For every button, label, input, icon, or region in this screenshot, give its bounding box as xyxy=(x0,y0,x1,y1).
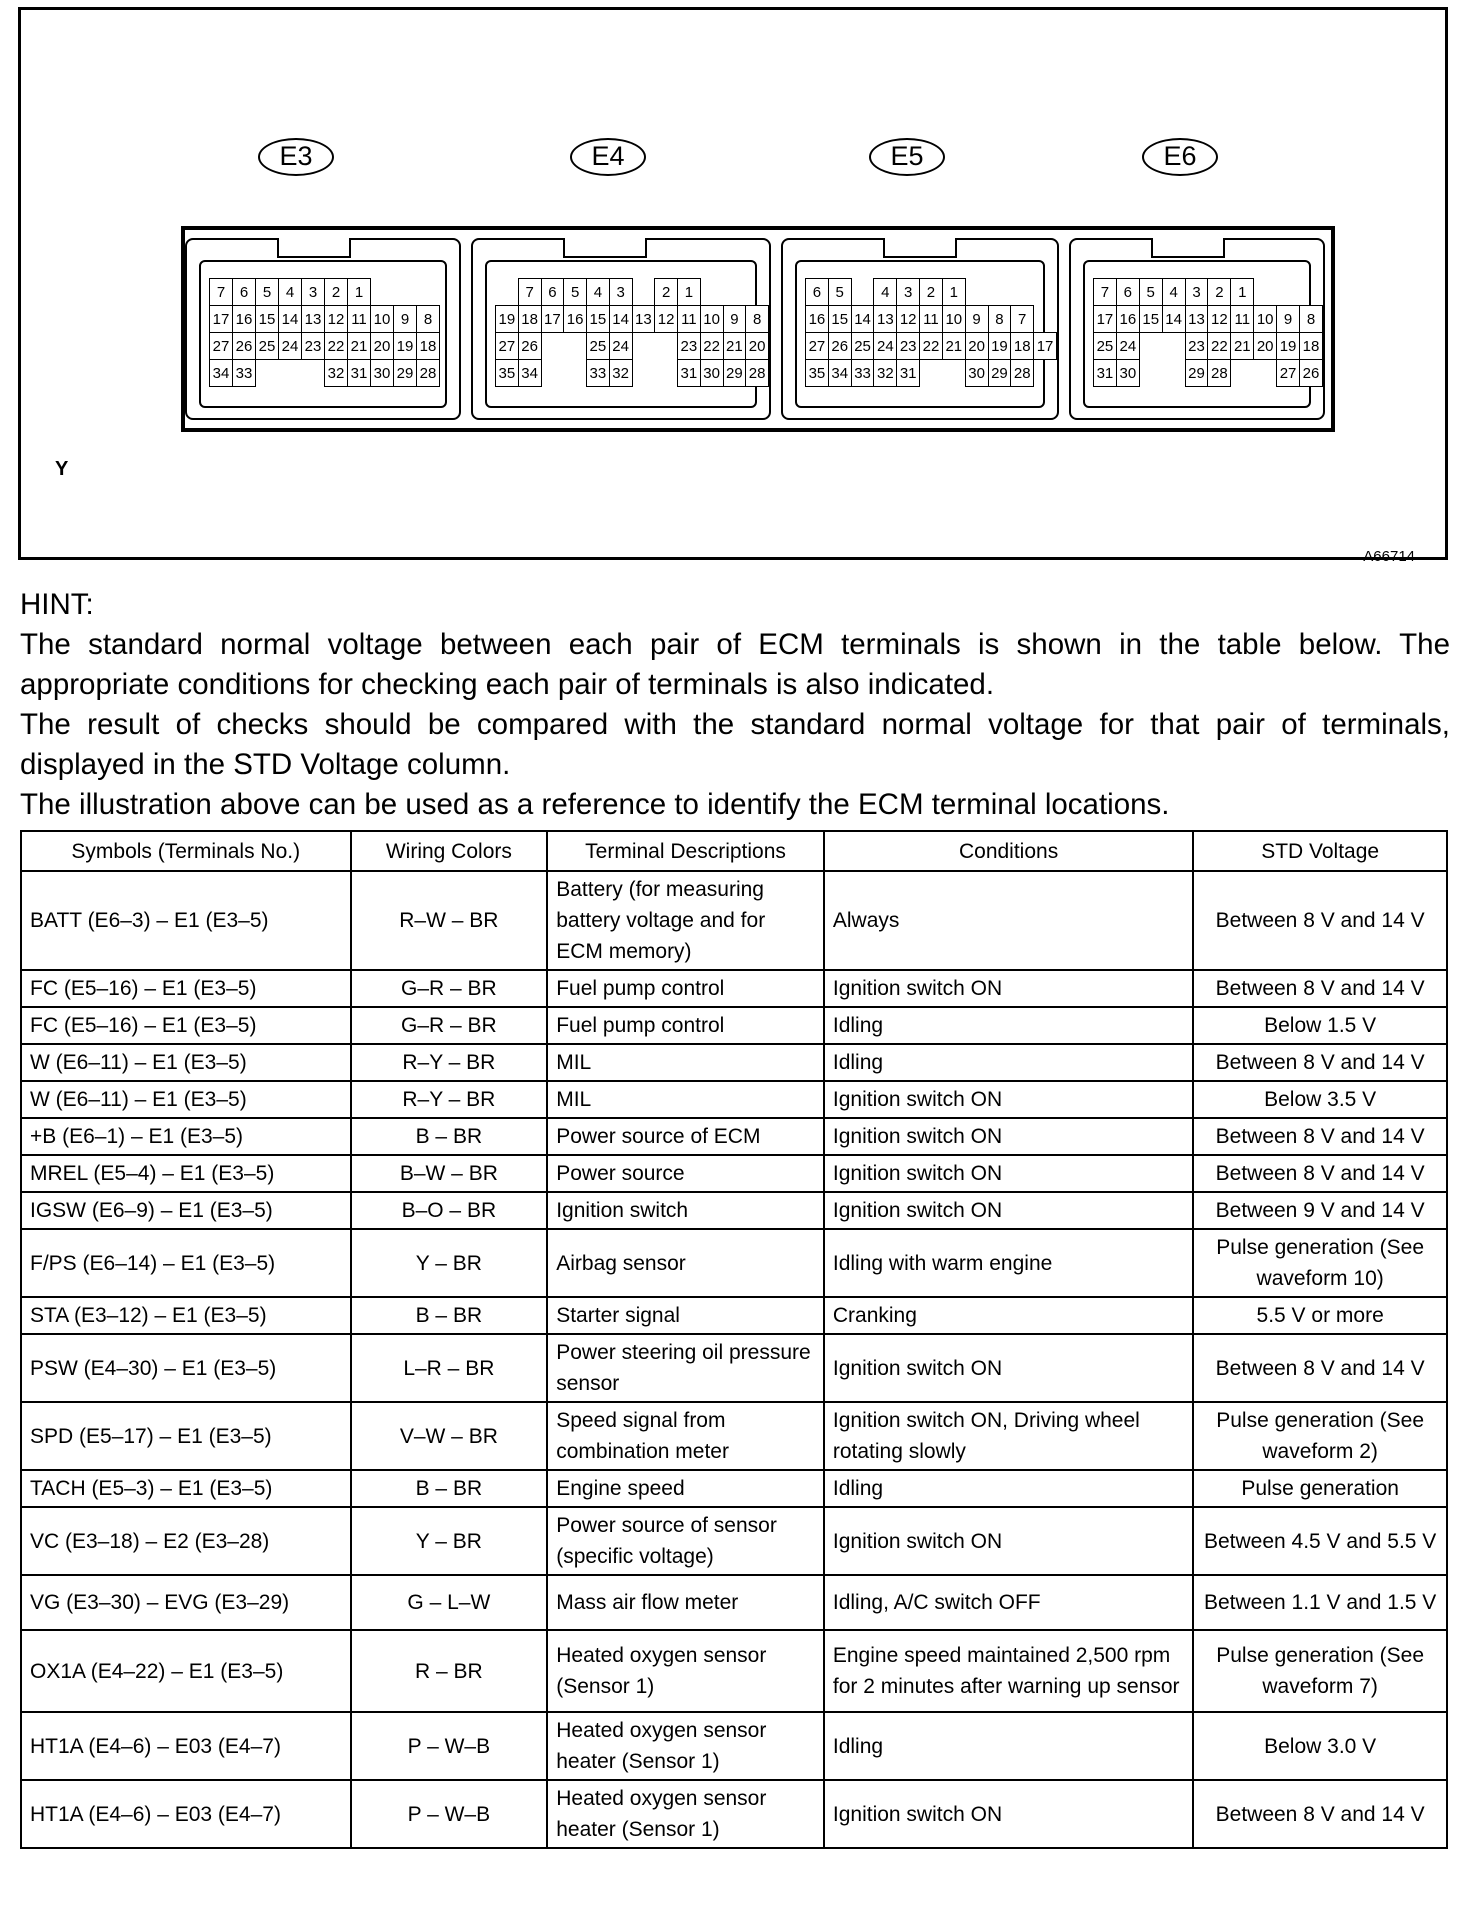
terminal-pin: 26 xyxy=(233,333,256,360)
connector-e4 xyxy=(471,238,771,420)
terminal-pin: 1 xyxy=(678,279,701,306)
connector-tag-e6: E6 xyxy=(1142,138,1218,176)
terminal-pin: 4 xyxy=(279,279,302,306)
table-row xyxy=(21,1118,1447,1155)
cell-symbol: MREL (E5–4) – E1 (E3–5) xyxy=(21,1155,351,1192)
terminal-pin: 15 xyxy=(1139,306,1162,333)
terminal-pin: 4 xyxy=(587,279,610,306)
ecm-connector-band xyxy=(181,226,1335,432)
cell-condition: Engine speed maintained 2,500 rpm for 2 minutes after warning up sensor xyxy=(824,1630,1193,1712)
terminal-pin: 33 xyxy=(851,360,874,387)
table-row xyxy=(21,1155,1447,1192)
terminal-pin: 26 xyxy=(518,333,541,360)
terminal-pin: 10 xyxy=(700,306,723,333)
cell-std-voltage: Below 1.5 V xyxy=(1193,1007,1447,1044)
terminal-pin: 19 xyxy=(394,333,417,360)
terminal-pin: 9 xyxy=(965,306,988,333)
cell-description: Fuel pump control xyxy=(547,970,824,1007)
cell-symbol: W (E6–11) – E1 (E3–5) xyxy=(21,1044,351,1081)
cell-symbol: PSW (E4–30) – E1 (E3–5) xyxy=(21,1334,351,1402)
terminal-pin: 2 xyxy=(920,279,943,306)
terminal-pin: 34 xyxy=(828,360,851,387)
cell-wiring-color: R–Y – BR xyxy=(351,1044,548,1081)
terminal-pin: 23 xyxy=(897,333,920,360)
cell-description: Starter signal xyxy=(547,1297,824,1334)
cell-symbol: VG (E3–30) – EVG (E3–29) xyxy=(21,1575,351,1630)
terminal-pin: 1 xyxy=(942,279,965,306)
terminal-pin: 18 xyxy=(1300,333,1323,360)
cell-wiring-color: R – BR xyxy=(351,1630,548,1712)
cell-wiring-color: B – BR xyxy=(351,1470,548,1507)
table-row xyxy=(21,1470,1447,1507)
cell-condition: Idling, A/C switch OFF xyxy=(824,1575,1193,1630)
terminal-pin: 13 xyxy=(632,306,655,333)
terminal-pin: 10 xyxy=(371,306,394,333)
cell-wiring-color: B – BR xyxy=(351,1297,548,1334)
terminal-pin: 14 xyxy=(609,306,632,333)
hint-paragraph-3: The illustration above can be used as a reference to identify the ECM terminal locations. xyxy=(20,788,1170,821)
cell-wiring-color: P – W–B xyxy=(351,1712,548,1780)
terminal-pin: 13 xyxy=(302,306,325,333)
terminal-pin: 15 xyxy=(256,306,279,333)
cell-condition: Idling xyxy=(824,1044,1193,1081)
table-row xyxy=(21,1007,1447,1044)
table-row xyxy=(21,1297,1447,1334)
cell-condition: Ignition switch ON xyxy=(824,1780,1193,1848)
cell-wiring-color: B–W – BR xyxy=(351,1155,548,1192)
terminal-pin: 31 xyxy=(1094,360,1117,387)
terminal-pin: 18 xyxy=(1011,333,1034,360)
terminal-pin: 20 xyxy=(746,333,769,360)
cell-description: Ignition switch xyxy=(547,1192,824,1229)
cell-wiring-color: G–R – BR xyxy=(351,1007,548,1044)
table-row xyxy=(21,871,1447,970)
terminal-pin: 28 xyxy=(1011,360,1034,387)
cell-std-voltage: Pulse generation xyxy=(1193,1470,1447,1507)
cell-symbol: IGSW (E6–9) – E1 (E3–5) xyxy=(21,1192,351,1229)
cell-description: Heated oxygen sensor (Sensor 1) xyxy=(547,1630,824,1712)
terminal-pin: 35 xyxy=(806,360,829,387)
terminal-pin: 24 xyxy=(1116,333,1139,360)
terminal-pin: 21 xyxy=(942,333,965,360)
terminal-pin: 1 xyxy=(1231,279,1254,306)
connector-tag-e3: E3 xyxy=(258,138,334,176)
ecm-connector-figure xyxy=(18,7,1448,565)
terminal-pin: 5 xyxy=(564,279,587,306)
terminal-pin: 12 xyxy=(325,306,348,333)
table-header-row xyxy=(21,831,1447,871)
cell-symbol: BATT (E6–3) – E1 (E3–5) xyxy=(21,871,351,970)
terminal-pin: 6 xyxy=(806,279,829,306)
terminal-pin: 34 xyxy=(518,360,541,387)
terminal-pin: 29 xyxy=(394,360,417,387)
terminal-pin: 29 xyxy=(723,360,746,387)
terminal-pin: 7 xyxy=(210,279,233,306)
cell-symbol: FC (E5–16) – E1 (E3–5) xyxy=(21,1007,351,1044)
cell-symbol: HT1A (E4–6) – E03 (E4–7) xyxy=(21,1712,351,1780)
terminal-pin: 23 xyxy=(302,333,325,360)
connector-e6 xyxy=(1069,238,1325,420)
terminal-pin: 10 xyxy=(942,306,965,333)
terminal-pin: 15 xyxy=(587,306,610,333)
cell-wiring-color: B–O – BR xyxy=(351,1192,548,1229)
cell-description: Speed signal from combination meter xyxy=(547,1402,824,1470)
terminal-pin: 10 xyxy=(1254,306,1277,333)
cell-description: Power source xyxy=(547,1155,824,1192)
cell-std-voltage: Between 8 V and 14 V xyxy=(1193,970,1447,1007)
terminal-pin: 21 xyxy=(1231,333,1254,360)
terminal-pin: 13 xyxy=(1185,306,1208,333)
cell-description: Power source of sensor (specific voltage) xyxy=(547,1507,824,1575)
terminal-pin: 29 xyxy=(988,360,1011,387)
terminal-pin: 33 xyxy=(233,360,256,387)
cell-symbol: W (E6–11) – E1 (E3–5) xyxy=(21,1081,351,1118)
terminal-pin: 17 xyxy=(1034,333,1057,360)
cell-wiring-color: R–Y – BR xyxy=(351,1081,548,1118)
cell-symbol: FC (E5–16) – E1 (E3–5) xyxy=(21,970,351,1007)
terminal-pin: 2 xyxy=(1208,279,1231,306)
cell-wiring-color: P – W–B xyxy=(351,1780,548,1848)
cell-condition: Idling xyxy=(824,1470,1193,1507)
cell-description: Power source of ECM xyxy=(547,1118,824,1155)
header-symbols: Symbols (Terminals No.) xyxy=(21,831,351,871)
cell-condition: Ignition switch ON xyxy=(824,1334,1193,1402)
connector-e5 xyxy=(781,238,1059,420)
terminal-pin: 20 xyxy=(965,333,988,360)
cell-description: Fuel pump control xyxy=(547,1007,824,1044)
terminal-pin: 4 xyxy=(1162,279,1185,306)
cell-description: MIL xyxy=(547,1044,824,1081)
table-row xyxy=(21,1712,1447,1780)
terminal-pin: 12 xyxy=(1208,306,1231,333)
cell-std-voltage: Between 8 V and 14 V xyxy=(1193,1780,1447,1848)
table-row xyxy=(21,1229,1447,1297)
pin-grid xyxy=(209,278,440,387)
terminal-pin: 1 xyxy=(348,279,371,306)
terminal-pin: 31 xyxy=(897,360,920,387)
terminal-pin: 22 xyxy=(700,333,723,360)
cell-symbol: STA (E3–12) – E1 (E3–5) xyxy=(21,1297,351,1334)
hint-section xyxy=(20,585,1450,825)
cell-std-voltage: Between 9 V and 14 V xyxy=(1193,1192,1447,1229)
terminal-pin: 9 xyxy=(723,306,746,333)
terminal-pin: 29 xyxy=(1185,360,1208,387)
table-row xyxy=(21,1044,1447,1081)
terminal-pin: 3 xyxy=(1185,279,1208,306)
side-label: Y xyxy=(55,458,69,480)
cell-symbol: VC (E3–18) – E2 (E3–28) xyxy=(21,1507,351,1575)
terminal-pin: 17 xyxy=(210,306,233,333)
cell-wiring-color: G – L–W xyxy=(351,1575,548,1630)
terminal-pin: 5 xyxy=(256,279,279,306)
terminal-pin: 7 xyxy=(1094,279,1117,306)
cell-wiring-color: V–W – BR xyxy=(351,1402,548,1470)
terminal-pin: 5 xyxy=(828,279,851,306)
cell-description: Heated oxygen sensor heater (Sensor 1) xyxy=(547,1712,824,1780)
cell-std-voltage: Between 8 V and 14 V xyxy=(1193,1118,1447,1155)
terminal-pin: 8 xyxy=(1300,306,1323,333)
terminal-pin: 17 xyxy=(541,306,564,333)
terminal-pin: 14 xyxy=(279,306,302,333)
cell-symbol: OX1A (E4–22) – E1 (E3–5) xyxy=(21,1630,351,1712)
terminal-pin: 30 xyxy=(965,360,988,387)
header-conditions: Conditions xyxy=(824,831,1193,871)
cell-std-voltage: 5.5 V or more xyxy=(1193,1297,1447,1334)
terminal-pin: 17 xyxy=(1094,306,1117,333)
table-row xyxy=(21,1192,1447,1229)
cell-std-voltage: Pulse generation (See waveform 10) xyxy=(1193,1229,1447,1297)
cell-condition: Always xyxy=(824,871,1193,970)
terminal-pin: 16 xyxy=(1116,306,1139,333)
pin-grid xyxy=(1093,278,1323,387)
terminal-pin: 25 xyxy=(256,333,279,360)
cell-std-voltage: Below 3.5 V xyxy=(1193,1081,1447,1118)
pin-grid xyxy=(495,278,769,387)
terminal-pin: 27 xyxy=(806,333,829,360)
terminal-pin: 19 xyxy=(988,333,1011,360)
cell-description: Power steering oil pressure sensor xyxy=(547,1334,824,1402)
cell-wiring-color: L–R – BR xyxy=(351,1334,548,1402)
terminal-pin: 2 xyxy=(655,279,678,306)
cell-std-voltage: Between 1.1 V and 1.5 V xyxy=(1193,1575,1447,1630)
terminal-pin: 32 xyxy=(874,360,897,387)
cell-condition: Idling with warm engine xyxy=(824,1229,1193,1297)
terminal-pin: 8 xyxy=(988,306,1011,333)
terminal-pin: 11 xyxy=(1231,306,1254,333)
terminal-pin: 7 xyxy=(518,279,541,306)
terminal-pin: 7 xyxy=(1011,306,1034,333)
cell-std-voltage: Between 8 V and 14 V xyxy=(1193,871,1447,970)
terminal-pin: 27 xyxy=(210,333,233,360)
terminal-pin: 15 xyxy=(828,306,851,333)
terminal-pin: 22 xyxy=(1208,333,1231,360)
terminal-pin: 16 xyxy=(233,306,256,333)
cell-wiring-color: Y – BR xyxy=(351,1229,548,1297)
cell-condition: Ignition switch ON, Driving wheel rotating slowly xyxy=(824,1402,1193,1470)
cell-std-voltage: Between 8 V and 14 V xyxy=(1193,1334,1447,1402)
terminal-pin: 24 xyxy=(609,333,632,360)
cell-wiring-color: B – BR xyxy=(351,1118,548,1155)
terminal-pin: 30 xyxy=(700,360,723,387)
terminal-pin: 14 xyxy=(1162,306,1185,333)
cell-std-voltage: Between 8 V and 14 V xyxy=(1193,1044,1447,1081)
cell-std-voltage: Between 8 V and 14 V xyxy=(1193,1155,1447,1192)
cell-symbol: TACH (E5–3) – E1 (E3–5) xyxy=(21,1470,351,1507)
terminal-pin: 3 xyxy=(609,279,632,306)
terminal-pin: 4 xyxy=(874,279,897,306)
cell-symbol: +B (E6–1) – E1 (E3–5) xyxy=(21,1118,351,1155)
terminal-pin: 6 xyxy=(541,279,564,306)
table-row xyxy=(21,1334,1447,1402)
terminal-pin: 12 xyxy=(897,306,920,333)
table-row xyxy=(21,1081,1447,1118)
cell-condition: Idling xyxy=(824,1007,1193,1044)
terminal-pin: 32 xyxy=(325,360,348,387)
hint-paragraph-2: The result of checks should be compared with the standard normal voltage for that pair of terminals, displayed in the STD Voltage column. xyxy=(20,708,1450,781)
table-row xyxy=(21,1507,1447,1575)
cell-std-voltage: Below 3.0 V xyxy=(1193,1712,1447,1780)
terminal-pin: 34 xyxy=(210,360,233,387)
terminal-pin: 11 xyxy=(920,306,943,333)
figure-code: A66714 xyxy=(1363,548,1415,565)
terminal-pin: 22 xyxy=(325,333,348,360)
terminal-pin: 20 xyxy=(1254,333,1277,360)
cell-condition: Ignition switch ON xyxy=(824,1507,1193,1575)
cell-condition: Ignition switch ON xyxy=(824,970,1193,1007)
terminal-pin: 11 xyxy=(678,306,701,333)
cell-description: MIL xyxy=(547,1081,824,1118)
cell-condition: Cranking xyxy=(824,1297,1193,1334)
terminal-pin: 33 xyxy=(587,360,610,387)
terminal-pin: 25 xyxy=(587,333,610,360)
terminal-pin: 19 xyxy=(1277,333,1300,360)
terminal-pin: 14 xyxy=(851,306,874,333)
hint-heading: HINT: xyxy=(20,588,94,621)
cell-symbol: F/PS (E6–14) – E1 (E3–5) xyxy=(21,1229,351,1297)
terminal-pin: 26 xyxy=(828,333,851,360)
cell-wiring-color: Y – BR xyxy=(351,1507,548,1575)
terminal-pin: 13 xyxy=(874,306,897,333)
terminal-pin: 24 xyxy=(279,333,302,360)
header-std-voltage: STD Voltage xyxy=(1193,831,1447,871)
cell-description: Airbag sensor xyxy=(547,1229,824,1297)
terminal-pin: 16 xyxy=(806,306,829,333)
terminal-pin: 3 xyxy=(897,279,920,306)
terminal-pin: 30 xyxy=(1116,360,1139,387)
terminal-pin: 26 xyxy=(1300,360,1323,387)
terminal-pin: 28 xyxy=(746,360,769,387)
cell-condition: Idling xyxy=(824,1712,1193,1780)
cell-condition: Ignition switch ON xyxy=(824,1118,1193,1155)
terminal-pin: 31 xyxy=(678,360,701,387)
terminal-pin: 18 xyxy=(518,306,541,333)
cell-description: Mass air flow meter xyxy=(547,1575,824,1630)
terminal-pin: 25 xyxy=(851,333,874,360)
cell-wiring-color: G–R – BR xyxy=(351,970,548,1007)
terminal-pin: 28 xyxy=(417,360,440,387)
table-row xyxy=(21,970,1447,1007)
table-row xyxy=(21,1630,1447,1712)
cell-symbol: SPD (E5–17) – E1 (E3–5) xyxy=(21,1402,351,1470)
terminal-pin: 21 xyxy=(348,333,371,360)
cell-std-voltage: Pulse generation (See waveform 2) xyxy=(1193,1402,1447,1470)
terminal-pin: 5 xyxy=(1139,279,1162,306)
pin-grid xyxy=(805,278,1057,387)
cell-description: Engine speed xyxy=(547,1470,824,1507)
terminal-pin: 16 xyxy=(564,306,587,333)
connector-tag-e5: E5 xyxy=(869,138,945,176)
terminal-pin: 30 xyxy=(371,360,394,387)
terminal-pin: 19 xyxy=(496,306,519,333)
terminal-pin: 23 xyxy=(1185,333,1208,360)
header-terminal-descriptions: Terminal Descriptions xyxy=(547,831,824,871)
terminal-pin: 9 xyxy=(1277,306,1300,333)
table-row xyxy=(21,1780,1447,1848)
terminal-pin: 6 xyxy=(233,279,256,306)
terminal-pin: 32 xyxy=(609,360,632,387)
table-row xyxy=(21,1575,1447,1630)
terminal-pin: 25 xyxy=(1094,333,1117,360)
terminal-pin: 27 xyxy=(1277,360,1300,387)
terminal-pin: 24 xyxy=(874,333,897,360)
terminal-pin: 35 xyxy=(496,360,519,387)
terminal-pin: 18 xyxy=(417,333,440,360)
header-wiring-colors: Wiring Colors xyxy=(351,831,548,871)
terminal-pin: 27 xyxy=(496,333,519,360)
terminal-pin: 8 xyxy=(746,306,769,333)
terminal-pin: 23 xyxy=(678,333,701,360)
terminal-pin: 8 xyxy=(417,306,440,333)
cell-std-voltage: Pulse generation (See waveform 7) xyxy=(1193,1630,1447,1712)
ecm-terminal-table xyxy=(20,830,1448,1849)
terminal-pin: 22 xyxy=(920,333,943,360)
terminal-pin: 3 xyxy=(302,279,325,306)
connector-tag-e4: E4 xyxy=(570,138,646,176)
cell-description: Heated oxygen sensor heater (Sensor 1) xyxy=(547,1780,824,1848)
terminal-pin: 31 xyxy=(348,360,371,387)
cell-condition: Ignition switch ON xyxy=(824,1155,1193,1192)
terminal-pin: 21 xyxy=(723,333,746,360)
terminal-pin: 9 xyxy=(394,306,417,333)
cell-wiring-color: R–W – BR xyxy=(351,871,548,970)
cell-condition: Ignition switch ON xyxy=(824,1081,1193,1118)
terminal-pin: 6 xyxy=(1116,279,1139,306)
table-row xyxy=(21,1402,1447,1470)
terminal-pin: 20 xyxy=(371,333,394,360)
connector-e3 xyxy=(185,238,461,420)
terminal-pin: 2 xyxy=(325,279,348,306)
cell-std-voltage: Between 4.5 V and 5.5 V xyxy=(1193,1507,1447,1575)
hint-paragraph-1: The standard normal voltage between each pair of ECM terminals is shown in the table below. The appropriate conditions for checking each pair of terminals is also indicated. xyxy=(20,628,1450,701)
terminal-pin: 11 xyxy=(348,306,371,333)
terminal-pin: 28 xyxy=(1208,360,1231,387)
terminal-pin: 12 xyxy=(655,306,678,333)
cell-description: Battery (for measuring battery voltage and for ECM memory) xyxy=(547,871,824,970)
cell-symbol: HT1A (E4–6) – E03 (E4–7) xyxy=(21,1780,351,1848)
cell-condition: Ignition switch ON xyxy=(824,1192,1193,1229)
